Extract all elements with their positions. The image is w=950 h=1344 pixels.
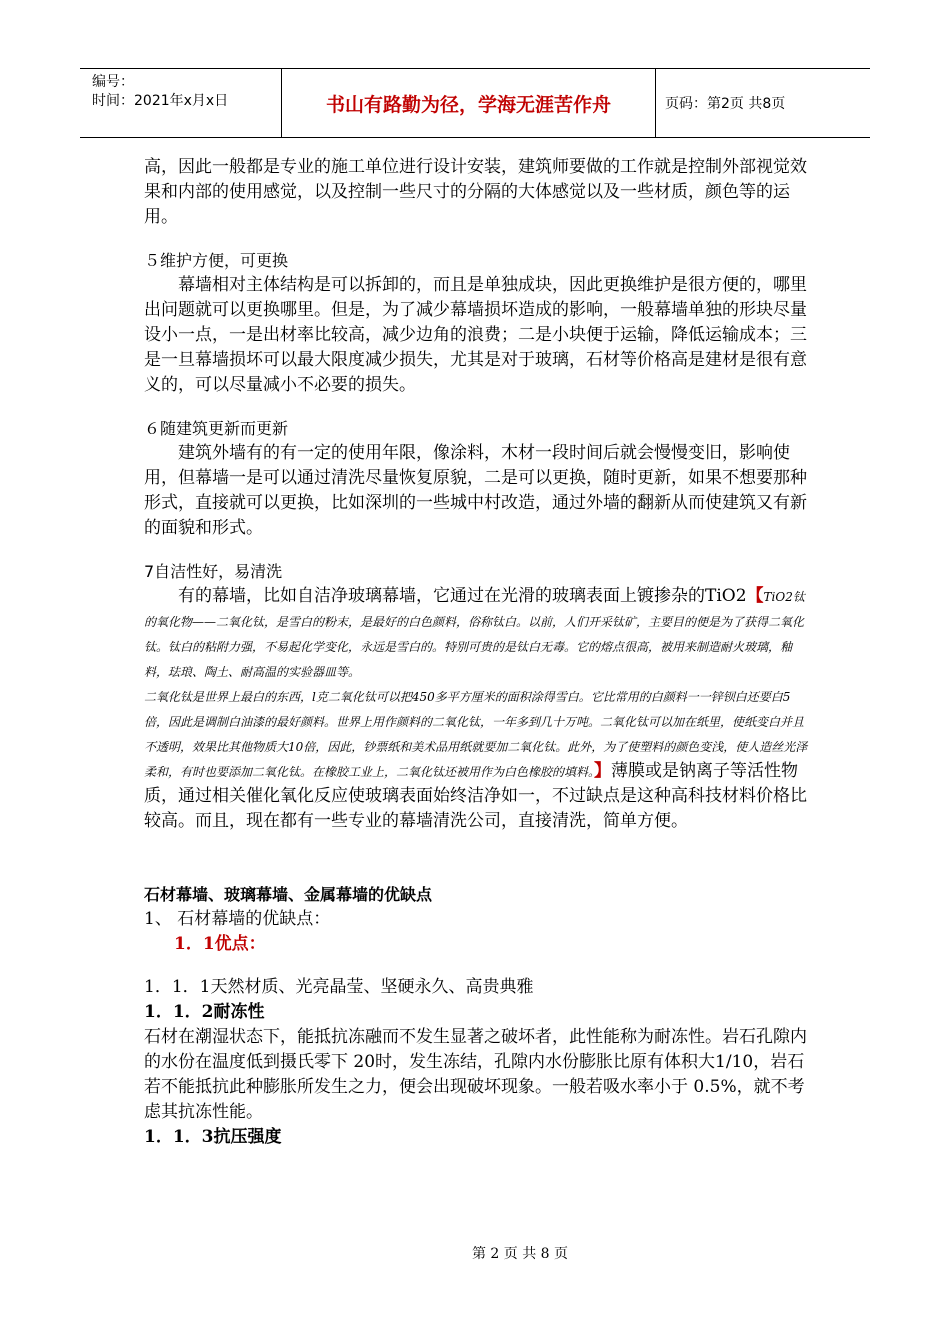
section-7-text-b: 薄膜或是钠离子等活性物质，通过相关催化氧化反应使玻璃表面始终洁净如一，不过缺点是这种高科技材料价格比较高。而且，现在都有一些专业的幕墙清洗公司，直接清洗，简单方便。 [144, 761, 807, 831]
section-7-paragraph-note [144, 684, 809, 834]
header-motto: 书山有路勤为径，学海无涯苦作舟 [281, 69, 656, 137]
intro-paragraph: 高，因此一般都是专业的施工单位进行设计安装，建筑师要做的工作就是控制外部视觉效果和内部的使用感觉，以及控制一些尺寸的分隔的大体感觉以及一些材质，颜色等的运用。 [144, 157, 807, 227]
section-7-paragraph-lead [144, 584, 809, 684]
note-close-bracket: 】 [594, 761, 612, 781]
document-date-label: 时间：2021年x月x日 [92, 93, 229, 109]
page-footer [0, 1243, 950, 1263]
footer-page-number: 第 2 页 共 8 页 [471, 1246, 569, 1262]
spacer [144, 834, 809, 852]
section-5-paragraph: 幕墙相对主体结构是可以拆卸的，而且是单独成块，因此更换维护是很方便的，哪里出问题就可以更换哪里。但是，为了减少幕墙损坏造成的影响，一般幕墙单独的形块尽量设小一点，一是出材率比较高，减少边角的浪费；二是小块便于运输，降低运输成本；三是一旦幕墙损坏可以最大限度减少损失，尤其是对于玻璃，石材等价格高是建材是很有意义的，可以尽量减小不必要的损失。 [144, 275, 807, 395]
document-body [144, 155, 809, 1150]
document-number-label: 编号： [92, 74, 134, 90]
note-open-bracket: 【 [746, 586, 764, 606]
section-7-text-a: 有的幕墙，比如自洁净玻璃幕墙，它通过在光滑的玻璃表面上镀掺杂的TiO2 [178, 586, 747, 606]
tio2-note-2: 二氧化钛是世界上最白的东西，l克二氧化钛可以把450多平方厘米的面积涂得雪白。它比常用的白颜料一一锌钡白还要白5倍，因此是调制白油漆的最好颜料。世界上用作颜料的二氧化钛，一年多到几十万吨。二氧化钛可以加在纸里，使纸变白并且不透明，效果比其他物质大10倍，因此，钞票纸和美术品用纸就要加二氧化钛。此外，为了使塑料的颜色变浅，使人造丝光泽柔和，有时也要添加二氧化钛。在橡胶工业上，二氧化钛还被用作为白色橡胶的填料。 [144, 690, 808, 779]
item-1-1: 1．1优点： [174, 934, 266, 954]
item-1-1-1: 1．1．1天然材质、光亮晶莹、坚硬永久、高贵典雅 [144, 977, 534, 997]
item-1: 1、 石材幕墙的优缺点： [144, 909, 331, 929]
page-header [80, 68, 870, 138]
comparison-heading: 石材幕墙、玻璃幕墙、金属幕墙的优缺点 [144, 885, 433, 904]
spacer [144, 957, 809, 975]
section-6-heading: ６随建筑更新而更新 [144, 419, 289, 438]
section-6-paragraph: 建筑外墙有的有一定的使用年限，像涂料，木材一段时间后就会慢慢变旧，影响使用，但幕墙一是可以通过清洗尽量恢复原貌，二是可以更换，随时更新，如果不想要那种形式，直接就可以更换，比如深圳的一些城中村改造，通过外墙的翻新从而使建筑又有新的面貌和形式。 [144, 443, 807, 538]
section-7-heading: 7自洁性好，易清洗 [144, 562, 283, 581]
header-meta [80, 69, 281, 137]
frost-resistance-paragraph: 石材在潮湿状态下，能抵抗冻融而不发生显著之破坏者，此性能称为耐冻性。岩石孔隙内的水份在温度低到摄氏零下 20时，发生冻结，孔隙内水份膨胀比原有体积大1/10，岩石若不能抵抗此种膨胀所发生之力，便会出现破坏现象。一般若吸水率小于 0.5%，就不考虑其抗冻性能。 [144, 1027, 807, 1122]
section-5-heading: ５维护方便，可更换 [144, 251, 289, 270]
item-1-1-2: 1．1．2耐冻性 [144, 1002, 265, 1022]
header-page-number: 页码：第2页 共8页 [665, 96, 786, 112]
tio2-note-1: TiO2钛的氧化物——二氧化钛，是雪白的粉末，是最好的白色颜料，俗称钛白。以前，人们开采钛矿，主要目的便是为了获得二氧化钛。钛白的粘附力强，不易起化学变化，永远是雪白的。特别可贵的是钛白无毒。它的熔点很高，被用来制造耐火玻璃，釉料，珐琅、陶土、耐高温的实验器皿等。 [144, 590, 805, 679]
item-1-1-3: 1．1．3抗压强度 [144, 1127, 282, 1147]
